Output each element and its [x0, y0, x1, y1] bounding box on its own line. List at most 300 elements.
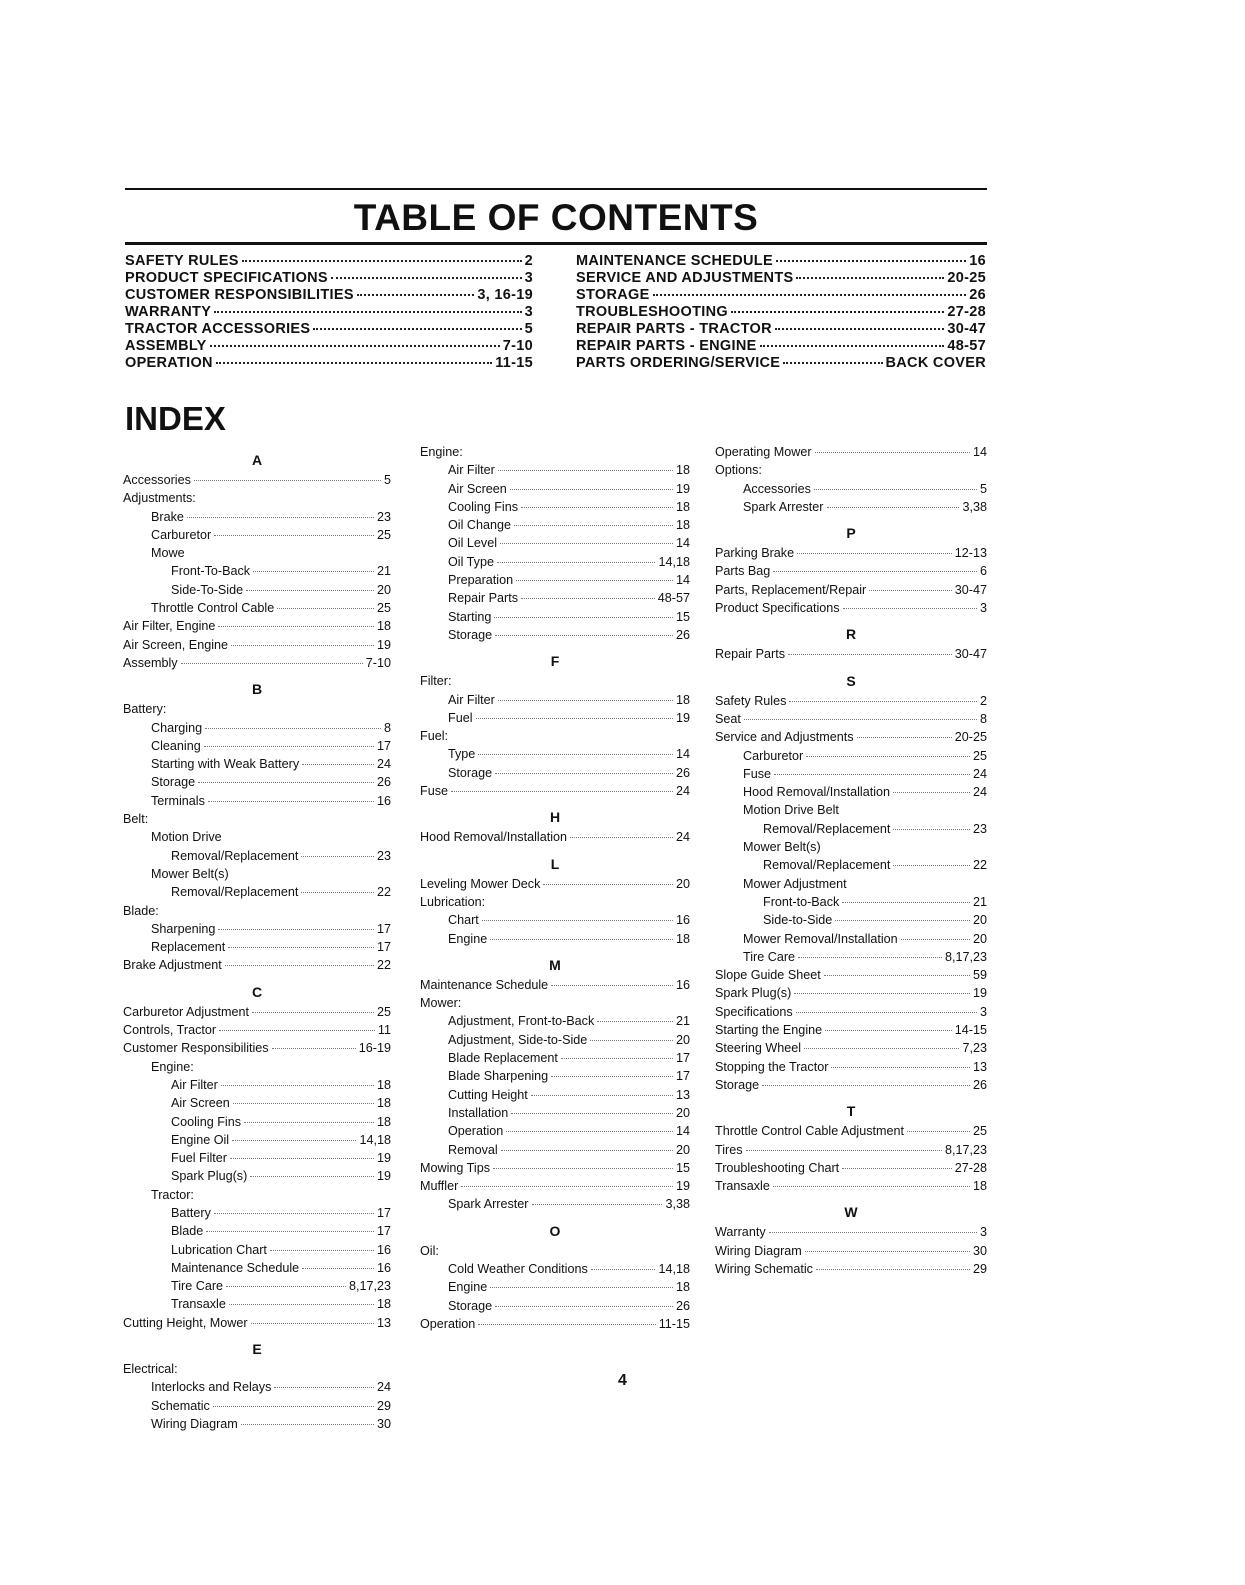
- index-entry: [123, 1021, 391, 1039]
- toc-entry-page: 20-25: [947, 270, 986, 286]
- toc-entry[interactable]: [576, 338, 986, 355]
- dot-leader: [221, 1085, 374, 1086]
- index-entry-page: 25: [972, 1124, 987, 1139]
- index-entry-page: 20: [675, 1032, 690, 1047]
- index-entry-text: Cutting Height, Mower: [123, 1315, 248, 1330]
- index-entry-text: Air Filter: [448, 692, 495, 707]
- index-entry-page: 16: [675, 977, 690, 992]
- index-entry-text: Oil:: [420, 1243, 439, 1258]
- index-letter-heading: O: [549, 1222, 561, 1239]
- index-entry: [123, 526, 391, 544]
- index-entry-page: 22: [972, 858, 987, 873]
- index-entry-page: 12-13: [954, 546, 987, 561]
- dot-leader: [461, 1186, 673, 1187]
- index-entry: [123, 956, 391, 974]
- dot-leader: [769, 1232, 977, 1233]
- index-entry: [715, 948, 987, 966]
- index-entry-page: 29: [376, 1398, 391, 1413]
- toc-title: TABLE OF CONTENTS: [353, 197, 759, 238]
- index-entry-page: 19: [675, 1179, 690, 1194]
- index-entry: [420, 1315, 690, 1333]
- index-entry: [420, 589, 690, 607]
- dot-leader: [532, 1204, 663, 1205]
- index-entry-text: Storage: [151, 775, 196, 790]
- index-entry-text: Spark Arrester: [448, 1197, 529, 1212]
- toc-entry-label: ASSEMBLY: [125, 338, 207, 354]
- index-entry: [715, 581, 987, 599]
- index-entry-page: 6: [979, 564, 987, 579]
- dot-leader: [521, 598, 655, 599]
- index-entry-text: Battery: [171, 1205, 211, 1220]
- index-entry-page: 14: [675, 573, 690, 588]
- index-entry-text: Blade Replacement: [448, 1051, 558, 1066]
- index-entry: [715, 1058, 987, 1076]
- index-entry: [123, 883, 391, 901]
- dot-leader: [476, 718, 673, 719]
- index-entry-text: Schematic: [151, 1398, 210, 1413]
- index-entry: [123, 581, 391, 599]
- dot-leader: [543, 884, 673, 885]
- index-entry-text: Air Screen, Engine: [123, 637, 229, 652]
- index-entry-page: 18: [376, 1077, 391, 1092]
- index-entry-text: Tires: [715, 1142, 743, 1157]
- index-entry: [420, 764, 690, 782]
- index-entry-page: 13: [376, 1315, 391, 1330]
- index-entry: [123, 1039, 391, 1057]
- index-entry-text: Product Specifications: [715, 601, 840, 616]
- index-entry: [123, 1131, 391, 1149]
- dot-leader: [214, 535, 374, 536]
- index-entry-text: Brake Adjustment: [123, 958, 222, 973]
- index-entry-text: Mowing Tips: [420, 1160, 490, 1175]
- toc-entry[interactable]: [125, 304, 533, 321]
- toc-entry[interactable]: [576, 253, 986, 270]
- index-entry-text: Engine:: [420, 445, 463, 459]
- index-entry: [420, 1195, 690, 1213]
- toc-entry[interactable]: [125, 287, 533, 304]
- dot-leader: [494, 617, 673, 618]
- index-entry-text: Cold Weather Conditions: [448, 1261, 588, 1276]
- index-entry: [420, 516, 690, 534]
- index-entry-text: Safety Rules: [715, 693, 787, 708]
- dot-leader: [214, 1213, 374, 1214]
- dot-leader: [233, 1103, 374, 1104]
- dot-leader: [205, 728, 381, 729]
- dot-leader: [226, 1286, 346, 1287]
- index-entry: [420, 1049, 690, 1067]
- index-entry-page: 11: [377, 1023, 391, 1038]
- index-entry-text: Spark Plug(s): [171, 1169, 248, 1184]
- index-entry-text: Oil Level: [448, 536, 497, 551]
- index-entry-text: Stopping the Tractor: [715, 1059, 829, 1074]
- index-letter-heading: M: [549, 956, 561, 973]
- index-entry-page: 19: [972, 986, 987, 1001]
- index-entry: [420, 1122, 690, 1140]
- index-entry-text: Accessories: [743, 481, 811, 496]
- dot-leader: [804, 1048, 959, 1049]
- dot-leader: [797, 553, 952, 554]
- index-entry: [420, 1086, 690, 1104]
- index-letter-heading: L: [550, 855, 560, 872]
- dot-leader: [814, 489, 977, 490]
- index-entry-text: Mower Belt(s): [743, 840, 821, 855]
- index-entry: [715, 562, 987, 580]
- dot-leader: [869, 590, 952, 591]
- index-entry: [715, 911, 987, 929]
- index-entry: [715, 1003, 987, 1021]
- index-entry-text: Carburetor: [151, 527, 212, 542]
- toc-entry[interactable]: [576, 321, 986, 338]
- index-entry-text: Repair Parts: [715, 647, 785, 662]
- dot-leader: [827, 507, 960, 508]
- index-entry-page: 22: [376, 885, 391, 900]
- dot-leader: [495, 1306, 673, 1307]
- index-entry-text: Belt:: [123, 812, 149, 827]
- index-entry-page: 3: [979, 1225, 987, 1240]
- index-entry: [123, 737, 391, 755]
- index-entry-text: Blade Sharpening: [448, 1069, 549, 1084]
- index-entry-page: 14,18: [359, 1132, 391, 1147]
- index-entry-text: Operation: [420, 1316, 476, 1331]
- dot-leader: [842, 902, 970, 903]
- index-entry-text: Starting: [448, 609, 492, 624]
- index-entry-text: Parts Bag: [715, 564, 771, 579]
- index-entry-text: Air Screen: [448, 481, 507, 496]
- index-entry-page: 16: [376, 793, 391, 808]
- index-entry-text: Operating Mower: [715, 445, 812, 459]
- toc-entry[interactable]: [125, 321, 533, 338]
- toc-entry[interactable]: [125, 270, 533, 287]
- index-entry-text: Mower:: [420, 996, 462, 1011]
- index-entry-text: Sharpening: [151, 921, 216, 936]
- index-entry-page: 30: [376, 1416, 391, 1431]
- index-entry: [420, 1297, 690, 1315]
- index-entry: [123, 1186, 391, 1204]
- index-entry-text: Assembly: [123, 655, 178, 670]
- index-entry: [420, 461, 690, 479]
- dot-leader: [731, 311, 944, 313]
- dot-leader: [232, 1140, 356, 1141]
- index-entry-page: 25: [972, 748, 987, 763]
- dot-leader: [773, 571, 977, 572]
- toc-entry-page: 3, 16-19: [477, 287, 533, 303]
- index-entry-page: 27-28: [954, 1160, 987, 1175]
- index-entry-page: 20: [675, 876, 690, 891]
- dot-leader: [498, 700, 673, 701]
- index-entry-text: Controls, Tractor: [123, 1023, 217, 1038]
- dot-leader: [331, 277, 522, 279]
- index-entry: [420, 608, 690, 626]
- index-entry-page: 17: [376, 1224, 391, 1239]
- index-entry-text: Blade:: [123, 903, 159, 918]
- index-entry-text: Oil Type: [448, 554, 494, 569]
- index-entry-page: 23: [972, 821, 987, 836]
- dot-leader: [242, 260, 522, 262]
- index-entry-page: 18: [376, 1096, 391, 1111]
- toc-entry-page: 48-57: [947, 338, 986, 354]
- index-entry: [715, 984, 987, 1002]
- index-entry: [420, 571, 690, 589]
- dot-leader: [776, 260, 966, 262]
- dot-leader: [760, 345, 945, 347]
- index-entry-text: Engine:: [151, 1059, 194, 1074]
- index-entry-text: Fuel: [448, 710, 473, 725]
- index-entry: [715, 1076, 987, 1094]
- index-entry-page: 3: [979, 601, 987, 616]
- dot-leader: [775, 328, 944, 330]
- index-entry-text: Replacement: [151, 940, 226, 955]
- index-entry-page: 16: [675, 913, 690, 928]
- index-entry-page: 16: [376, 1242, 391, 1257]
- index-entry-text: Adjustment, Side-to-Side: [448, 1032, 588, 1047]
- dot-leader: [815, 452, 970, 453]
- index-entry-page: 18: [675, 692, 690, 707]
- index-entry: [420, 1159, 690, 1177]
- index-entry-page: 2: [979, 693, 987, 708]
- dot-leader: [252, 1012, 374, 1013]
- index-entry-page: 17: [675, 1051, 690, 1066]
- index-entry: [420, 553, 690, 571]
- index-entry-page: 14,18: [658, 1261, 690, 1276]
- toc-entry-page: 16: [969, 253, 986, 269]
- index-entry-text: Storage: [448, 627, 493, 642]
- dot-leader: [653, 294, 967, 296]
- index-entry-page: 24: [972, 785, 987, 800]
- index-entry: [420, 727, 690, 745]
- dot-leader: [590, 1040, 673, 1041]
- dot-leader: [225, 965, 374, 966]
- toc-entry[interactable]: [576, 304, 986, 321]
- index-column-2: [420, 443, 690, 1333]
- index-entry: [123, 1295, 391, 1313]
- dot-leader: [246, 590, 374, 591]
- index-entry-text: Battery:: [123, 702, 167, 717]
- index-entry-text: Mower Removal/Installation: [743, 931, 898, 946]
- index-entry-page: 8,17,23: [944, 949, 987, 964]
- index-letter-heading: W: [844, 1204, 858, 1221]
- index-entry-page: 14: [972, 445, 987, 459]
- index-entry: [420, 994, 690, 1012]
- index-entry: [123, 489, 391, 507]
- dot-leader: [796, 1012, 977, 1013]
- index-entry-text: Specifications: [715, 1004, 793, 1019]
- index-entry-text: Customer Responsibilities: [123, 1041, 269, 1056]
- toc-left-column: [125, 253, 533, 372]
- index-entry-text: Storage: [448, 765, 493, 780]
- dot-leader: [591, 1269, 656, 1270]
- index-entry-page: 20: [675, 1105, 690, 1120]
- toc-entry[interactable]: [125, 338, 533, 355]
- index-entry-text: Air Filter: [171, 1077, 218, 1092]
- index-entry: [123, 1149, 391, 1167]
- dot-leader: [835, 920, 970, 921]
- index-entry-text: Preparation: [448, 573, 514, 588]
- dot-leader: [313, 328, 521, 330]
- index-entry: [420, 1067, 690, 1085]
- index-entry-page: 7,23: [962, 1041, 987, 1056]
- index-entry-text: Accessories: [123, 473, 191, 487]
- index-entry: [123, 1058, 391, 1076]
- index-entry-page: 8,17,23: [944, 1142, 987, 1157]
- index-entry-text: Throttle Control Cable: [151, 601, 275, 616]
- index-letter-heading: F: [550, 653, 560, 670]
- index-entry: [123, 1222, 391, 1240]
- dot-leader: [516, 580, 673, 581]
- index-entry-text: Fuse: [743, 766, 771, 781]
- index-entry-page: 19: [675, 710, 690, 725]
- index-entry: [420, 691, 690, 709]
- index-entry: [715, 930, 987, 948]
- index-entry: [715, 820, 987, 838]
- index-entry-text: Mowe: [151, 546, 185, 561]
- dot-leader: [478, 1324, 655, 1325]
- index-entry: [715, 1242, 987, 1260]
- index-entry-text: Transaxle: [715, 1179, 770, 1194]
- index-entry-page: 20: [972, 931, 987, 946]
- toc-entry-page: 7-10: [502, 338, 533, 354]
- index-entry: [123, 1076, 391, 1094]
- index-entry-page: 19: [675, 481, 690, 496]
- index-entry: [715, 710, 987, 728]
- index-entry: [123, 508, 391, 526]
- index-entry-text: Lubrication Chart: [171, 1242, 267, 1257]
- index-entry-page: 20: [376, 582, 391, 597]
- index-entry: [715, 801, 987, 819]
- index-entry-page: 13: [675, 1087, 690, 1102]
- index-entry-text: Repair Parts: [448, 591, 518, 606]
- toc-entry-page: 11-15: [495, 355, 533, 371]
- index-entry-text: Operation: [448, 1124, 504, 1139]
- index-entry-text: Wiring Diagram: [715, 1243, 802, 1258]
- index-entry-text: Starting with Weak Battery: [151, 757, 300, 772]
- dot-leader: [210, 345, 500, 347]
- dot-leader: [531, 1095, 673, 1096]
- dot-leader: [773, 1186, 970, 1187]
- index-entry: [715, 1122, 987, 1140]
- index-entry-text: Spark Plug(s): [715, 986, 792, 1001]
- index-letter-heading: S: [846, 672, 856, 689]
- index-entry-page: 24: [972, 766, 987, 781]
- index-entry: [123, 1113, 391, 1131]
- index-entry-text: Engine: [448, 1280, 488, 1295]
- dot-leader: [798, 957, 942, 958]
- index-entry-text: Seat: [715, 711, 741, 726]
- index-entry: [420, 480, 690, 498]
- index-entry-text: Maintenance Schedule: [171, 1260, 300, 1275]
- dot-leader: [901, 939, 970, 940]
- index-entry: [715, 765, 987, 783]
- index-entry-text: Adjustment, Front-to-Back: [448, 1014, 595, 1029]
- index-entry: [715, 893, 987, 911]
- dot-leader: [774, 774, 970, 775]
- index-entry: [123, 902, 391, 920]
- index-entry: [715, 1039, 987, 1057]
- index-entry: [715, 480, 987, 498]
- index-entry-page: 24: [675, 830, 690, 845]
- index-entry-page: 25: [376, 527, 391, 542]
- toc-entry[interactable]: [125, 355, 533, 372]
- dot-leader: [500, 543, 673, 544]
- index-entry-text: Interlocks and Relays: [151, 1380, 272, 1395]
- index-entry-page: 26: [376, 775, 391, 790]
- index-letter-heading: R: [845, 626, 857, 643]
- dot-leader: [521, 507, 673, 508]
- index-entry: [123, 865, 391, 883]
- index-entry-text: Removal/Replacement: [763, 821, 891, 836]
- index-entry: [420, 911, 690, 929]
- toc-entry[interactable]: [125, 253, 533, 270]
- index-entry-text: Tire Care: [171, 1279, 224, 1294]
- index-entry-page: 8: [979, 711, 987, 726]
- index-entry: [123, 755, 391, 773]
- index-entry-text: Motion Drive: [151, 830, 222, 845]
- toc-entry-label: SERVICE AND ADJUSTMENTS: [576, 270, 794, 286]
- index-entry: [420, 709, 690, 727]
- toc-entry-page: 3: [524, 304, 533, 320]
- toc-entry-label: TROUBLESHOOTING: [576, 304, 728, 320]
- index-entry-page: 15: [675, 609, 690, 624]
- index-entry-page: 8,17,23: [348, 1279, 391, 1294]
- dot-leader: [451, 791, 673, 792]
- index-entry-page: 18: [675, 931, 690, 946]
- toc-entry[interactable]: [576, 270, 986, 287]
- dot-leader: [511, 1113, 673, 1114]
- index-column-3: [715, 443, 987, 1278]
- dot-leader: [551, 1076, 673, 1077]
- index-entry-text: Chart: [448, 913, 479, 928]
- dot-leader: [214, 311, 521, 313]
- index-entry-text: Muffler: [420, 1179, 459, 1194]
- index-entry-page: 21: [675, 1014, 690, 1029]
- index-entry-text: Transaxle: [171, 1297, 226, 1312]
- toc-entry[interactable]: [576, 355, 986, 372]
- toc-entry[interactable]: [576, 287, 986, 304]
- dot-leader: [218, 929, 374, 930]
- index-entry: [123, 1277, 391, 1295]
- index-entry-page: 3,38: [665, 1197, 690, 1212]
- index-entry-page: 21: [376, 564, 391, 579]
- index-entry-text: Electrical:: [123, 1362, 178, 1377]
- index-entry-text: Cleaning: [151, 738, 201, 753]
- dot-leader: [514, 525, 673, 526]
- index-entry-text: Removal/Replacement: [763, 858, 891, 873]
- dot-leader: [241, 1424, 374, 1425]
- dot-leader: [181, 663, 363, 664]
- dot-leader: [762, 1085, 970, 1086]
- index-entry: [420, 1031, 690, 1049]
- index-entry-text: Air Filter: [448, 463, 495, 478]
- toc-right-column: [576, 253, 986, 372]
- dot-leader: [194, 480, 381, 481]
- toc-entry-label: REPAIR PARTS - ENGINE: [576, 338, 757, 354]
- index-entry-text: Cooling Fins: [448, 499, 518, 514]
- index-entry-text: Blade: [171, 1224, 204, 1239]
- index-entry-text: Hood Removal/Installation: [420, 830, 568, 845]
- index-entry: [715, 599, 987, 617]
- dot-leader: [824, 975, 970, 976]
- index-entry-text: Parking Brake: [715, 546, 795, 561]
- index-entry-page: 21: [972, 894, 987, 909]
- dot-leader: [816, 1269, 970, 1270]
- index-entry-page: 22: [376, 958, 391, 973]
- index-entry-page: 48-57: [657, 591, 690, 606]
- index-entry-page: 25: [376, 1004, 391, 1019]
- index-entry: [715, 966, 987, 984]
- index-letter-heading: H: [549, 809, 561, 826]
- toc-entry-page: 26: [969, 287, 986, 303]
- index-entry-text: Troubleshooting Chart: [715, 1160, 840, 1175]
- dot-leader: [277, 608, 374, 609]
